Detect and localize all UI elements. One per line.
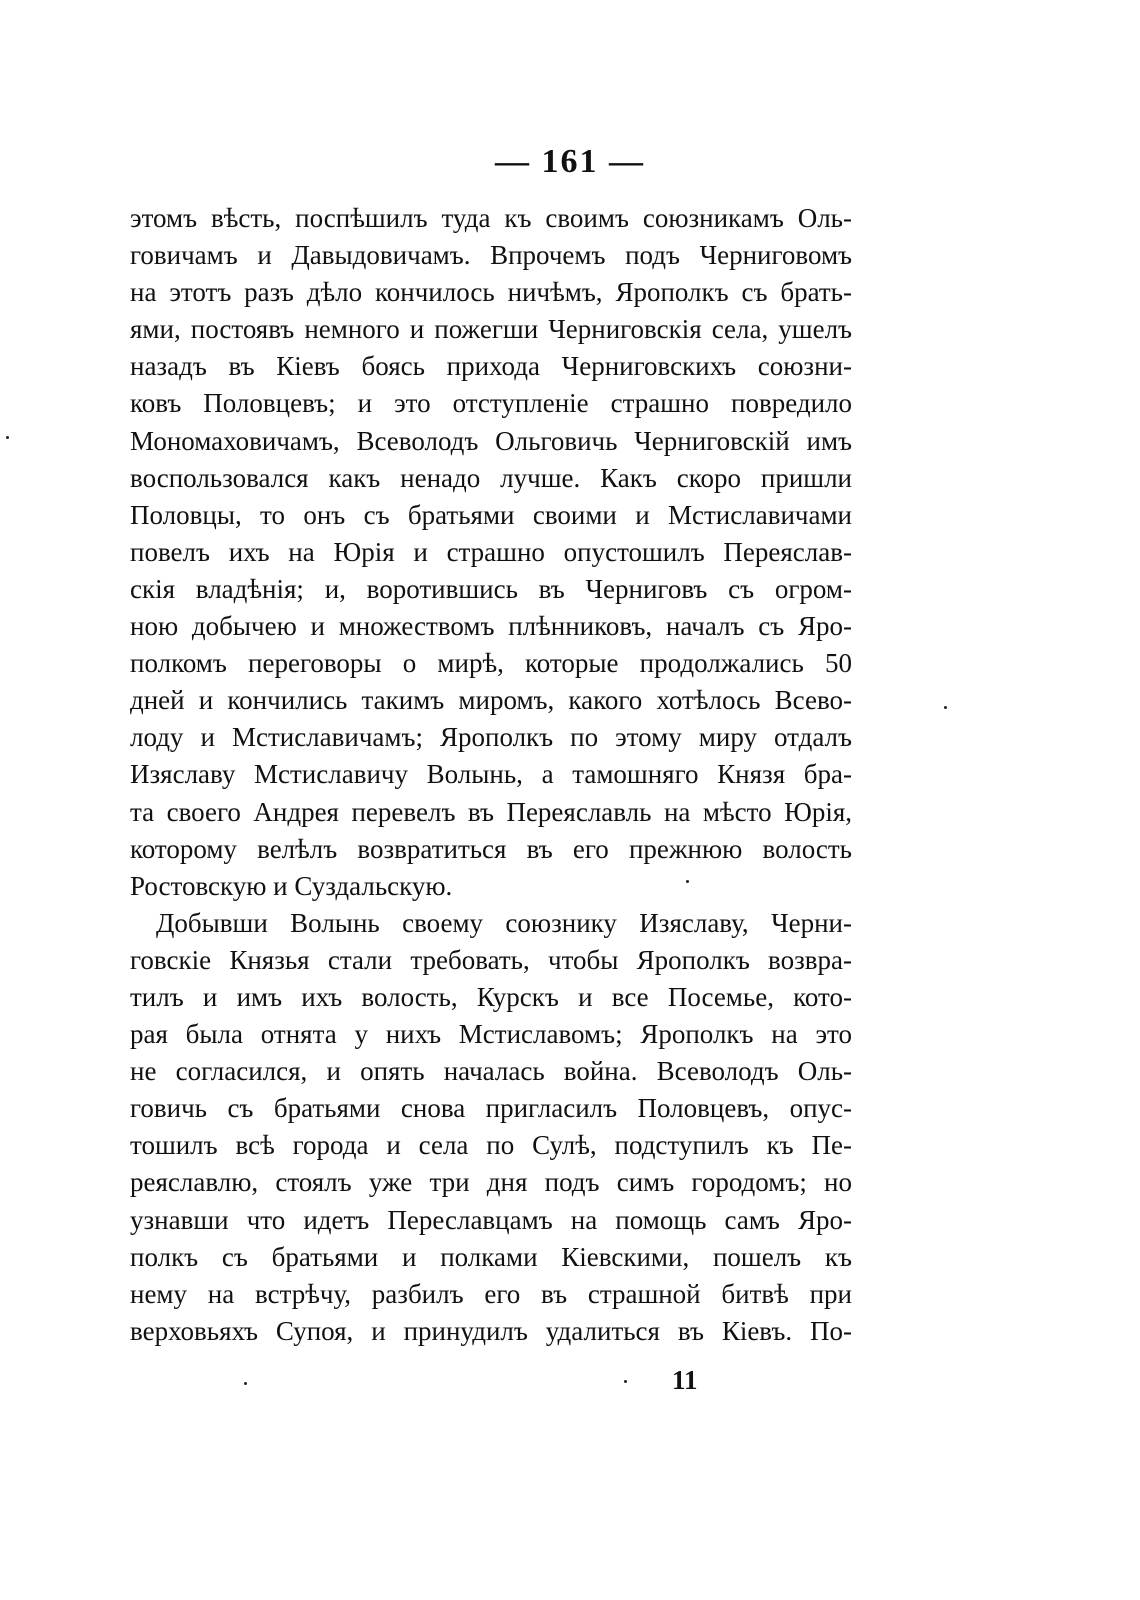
text-line: та своего Андрея перевелъ въ Переяславль на мѣсто Юрія, — [130, 796, 852, 827]
text-line: узнавши что идетъ Переславцамъ на помощь самъ Яро- — [130, 1204, 852, 1235]
text-line: скія владѣнія; и, воротившись въ Черниговъ съ огром- — [130, 573, 852, 604]
text-line: рая была отнята у нихъ Мстиславомъ; Ярополкъ на это — [130, 1019, 852, 1050]
body-text — [130, 200, 852, 1350]
text-line: не согласился, и опять началась война. Всеволодъ Оль- — [130, 1056, 852, 1087]
paragraph-1 — [130, 200, 852, 905]
text-line: Изяславу Мстиславичу Волынь, а тамошняго Князя бра- — [130, 759, 852, 790]
text-line: ями, постоявъ немного и пожегши Черниговскія села, ушелъ — [130, 314, 852, 345]
text-line: тошилъ всѣ города и села по Сулѣ, подступилъ къ Пе- — [130, 1130, 852, 1161]
text-line: полкъ съ братьями и полками Кіевскими, пошелъ къ — [130, 1241, 852, 1272]
text-line: нему на встрѣчу, разбилъ его въ страшной битвѣ при — [130, 1278, 852, 1309]
text-line: Добывши Волынь своему союзнику Изяславу, Черни- — [156, 907, 852, 938]
text-line: которому велѣлъ возвратиться въ его прежнюю волость — [130, 833, 852, 864]
scan-speck — [944, 706, 947, 709]
text-line: Половцы, то онъ съ братьями своими и Мстиславичами — [130, 499, 852, 530]
text-line: повелъ ихъ на Юрія и страшно опустошилъ Переяслав- — [130, 536, 852, 567]
text-line: назадъ въ Кіевъ боясь прихода Черниговскихъ союзни- — [130, 351, 852, 382]
text-line: говскіе Князья стали требовать, чтобы Ярополкъ возвра- — [130, 944, 852, 975]
scan-speck — [244, 1382, 247, 1385]
signature-mark: 11 — [672, 1365, 698, 1395]
text-line: Мономаховичамъ, Всеволодъ Ольговичь Черниговскій имъ — [130, 425, 852, 456]
text-line: верховьяхъ Супоя, и принудилъ удалиться въ Кіевъ. По- — [130, 1315, 852, 1346]
text-line: реяславлю, стоялъ уже три дня подъ симъ городомъ; но — [130, 1167, 852, 1198]
text-line: ковъ Половцевъ; и это отступленіе страшно повредило — [130, 388, 852, 419]
text-line: тилъ и имъ ихъ волость, Курскъ и все Посемье, кото- — [130, 981, 852, 1012]
paragraph-2 — [130, 905, 852, 1350]
text-line: лоду и Мстиславичамъ; Ярополкъ по этому миру отдалъ — [130, 722, 852, 753]
text-line: говичь съ братьями снова пригласилъ Половцевъ, опус- — [130, 1093, 852, 1124]
text-line: Ростовскую и Суздальскую. — [130, 870, 453, 901]
text-line: ною добычею и множествомъ плѣнниковъ, началъ съ Яро- — [130, 611, 852, 642]
scan-speck — [624, 1380, 627, 1383]
text-line: полкомъ переговоры о мирѣ, которые продолжались 50 — [130, 648, 852, 679]
text-line: этомъ вѣсть, поспѣшилъ туда къ своимъ союзникамъ Оль- — [130, 203, 852, 233]
scan-speck — [6, 436, 9, 439]
text-line: на этотъ разъ дѣло кончилось ничѣмъ, Ярополкъ съ брать- — [130, 277, 852, 308]
text-line: воспользовался какъ ненадо лучше. Какъ скоро пришли — [130, 462, 852, 493]
text-line: дней и кончились такимъ миромъ, какого хотѣлось Всево- — [130, 685, 852, 716]
scan-speck — [686, 880, 689, 883]
text-line: говичамъ и Давыдовичамъ. Впрочемъ подъ Черниговомъ — [130, 240, 852, 271]
page-number: — 161 — — [495, 143, 645, 180]
